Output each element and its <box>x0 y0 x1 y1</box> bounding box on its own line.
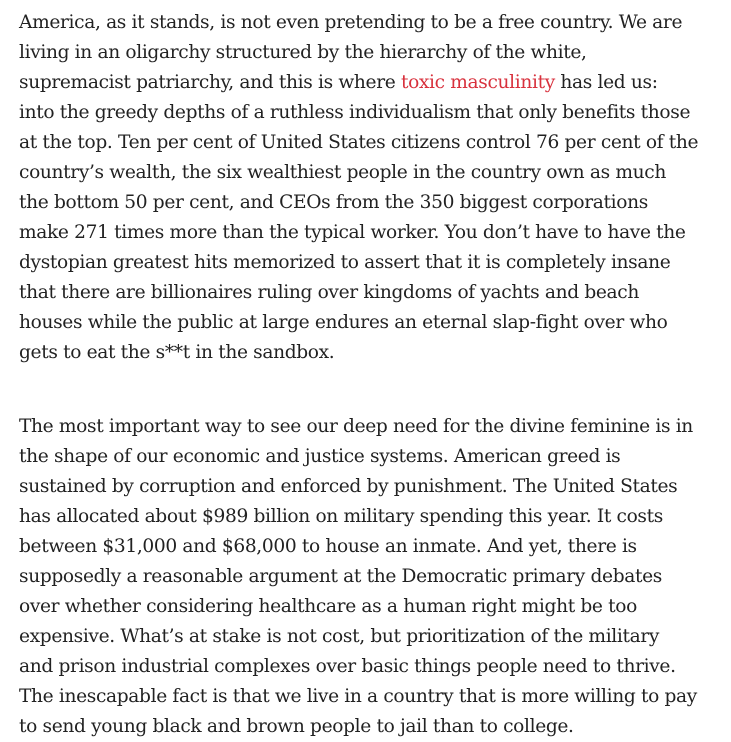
text-line: The inescapable fact is that we live in a country that is more willing to pay <box>19 686 697 707</box>
text-line: expensive. What’s at stake is not cost, but prioritization of the military <box>19 626 660 647</box>
text-line: has allocated about $989 billion on military spending this year. It costs <box>19 506 663 527</box>
text-line <box>19 68 727 98</box>
text-line: the shape of our economic and justice systems. American greed is <box>19 446 621 467</box>
text-segment: has led us: <box>554 72 658 93</box>
text-line: that there are billionaires ruling over kingdoms of yachts and beach <box>19 282 639 303</box>
text-line: at the top. Ten per cent of United States citizens control 76 per cent of the <box>19 132 699 153</box>
paragraph-1 <box>19 8 727 368</box>
text-line: over whether considering healthcare as a human right might be too <box>19 596 637 617</box>
text-line: sustained by corruption and enforced by punishment. The United States <box>19 476 678 497</box>
text-line: country’s wealth, the six wealthiest people in the country own as much <box>19 162 666 183</box>
text-line: to send young black and brown people to jail than to college. <box>19 716 574 737</box>
paragraph-2 <box>19 412 727 742</box>
text-line: supposedly a reasonable argument at the Democratic primary debates <box>19 566 662 587</box>
article-body <box>19 8 727 742</box>
text-line: gets to eat the s**t in the sandbox. <box>19 342 335 363</box>
text-segment: supremacist patriarchy, and this is where <box>19 72 401 93</box>
text-line: The most important way to see our deep need for the divine feminine is in <box>19 416 693 437</box>
text-line: houses while the public at large endures an eternal slap-fight over who <box>19 312 668 333</box>
text-line: dystopian greatest hits memorized to assert that it is completely insane <box>19 252 671 273</box>
text-line: America, as it stands, is not even pretending to be a free country. We are <box>19 12 683 33</box>
text-line: and prison industrial complexes over basic things people need to thrive. <box>19 656 676 677</box>
text-line: living in an oligarchy structured by the hierarchy of the white, <box>19 42 587 63</box>
text-line: make 271 times more than the typical worker. You don’t have to have the <box>19 222 686 243</box>
text-line: into the greedy depths of a ruthless individualism that only benefits those <box>19 102 691 123</box>
text-line: between $31,000 and $68,000 to house an inmate. And yet, there is <box>19 536 637 557</box>
toxic-masculinity-link[interactable]: toxic masculinity <box>400 72 555 93</box>
text-line: the bottom 50 per cent, and CEOs from the 350 biggest corporations <box>19 192 648 213</box>
